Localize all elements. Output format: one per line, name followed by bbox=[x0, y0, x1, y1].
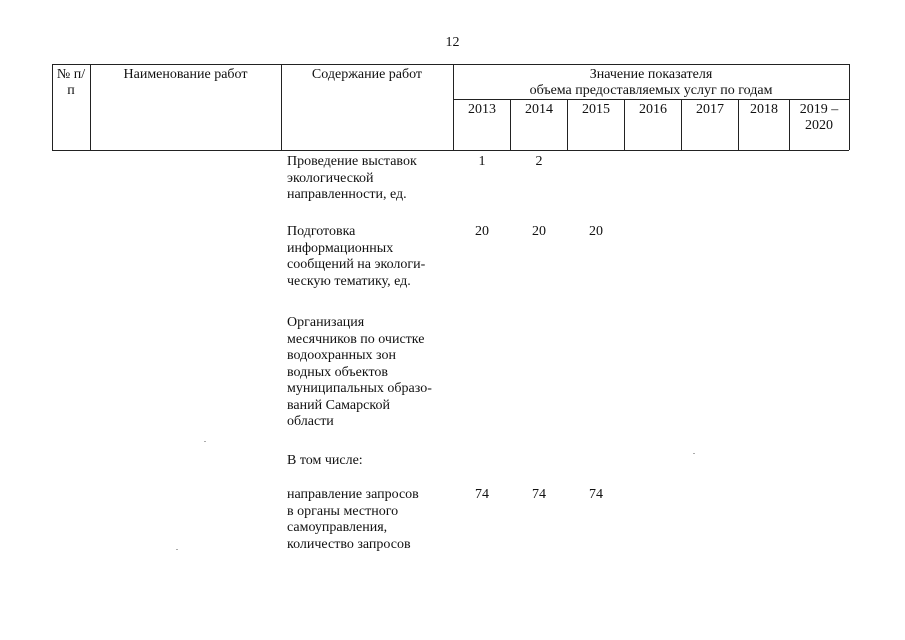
year-header: 2014 bbox=[525, 102, 553, 117]
row-value: 20 bbox=[532, 224, 546, 239]
year-header: 2019 – 2020 bbox=[799, 102, 839, 133]
col-border bbox=[281, 64, 282, 150]
page-number: 12 bbox=[445, 35, 460, 50]
row-content: В том числе: bbox=[287, 453, 363, 468]
row-content: Организация месячников по очистке водоохранных зон водных объектов муниципальных образо- ваний Самарской области bbox=[287, 315, 432, 429]
header-name: Наименование работ bbox=[123, 67, 248, 82]
header-value-subtitle: объема предоставляемых услуг по годам bbox=[529, 83, 773, 98]
col-border bbox=[90, 64, 91, 150]
year-header: 2016 bbox=[639, 102, 667, 117]
row-value: 20 bbox=[589, 224, 603, 239]
year-header: 2015 bbox=[582, 102, 610, 117]
row-content: Проведение выставок экологической направленности, ед. bbox=[287, 154, 417, 202]
scan-speck bbox=[176, 549, 178, 550]
year-header: 2017 bbox=[696, 102, 724, 117]
header-num: № п/п bbox=[56, 67, 86, 98]
col-border bbox=[789, 99, 790, 150]
row-value: 1 bbox=[478, 154, 486, 169]
row-value: 74 bbox=[589, 487, 603, 502]
row-value: 74 bbox=[475, 487, 489, 502]
header-content: Содержание работ bbox=[311, 67, 423, 82]
row-content: Подготовка информационных сообщений на экологи- ческую тематику, ед. bbox=[287, 224, 426, 289]
col-border bbox=[52, 64, 53, 150]
year-header: 2018 bbox=[750, 102, 778, 117]
header-top-border bbox=[52, 64, 849, 65]
row-value: 2 bbox=[535, 154, 543, 169]
year-header: 2013 bbox=[468, 102, 496, 117]
header-value-title: Значение показателя bbox=[589, 67, 713, 82]
scan-speck bbox=[693, 453, 695, 454]
row-value: 74 bbox=[532, 487, 546, 502]
col-border bbox=[849, 64, 850, 150]
row-value: 20 bbox=[475, 224, 489, 239]
scan-speck bbox=[204, 441, 206, 442]
row-content: направление запросов в органы местного самоуправления, количество запросов bbox=[287, 487, 419, 552]
header-bottom-border bbox=[52, 150, 849, 151]
